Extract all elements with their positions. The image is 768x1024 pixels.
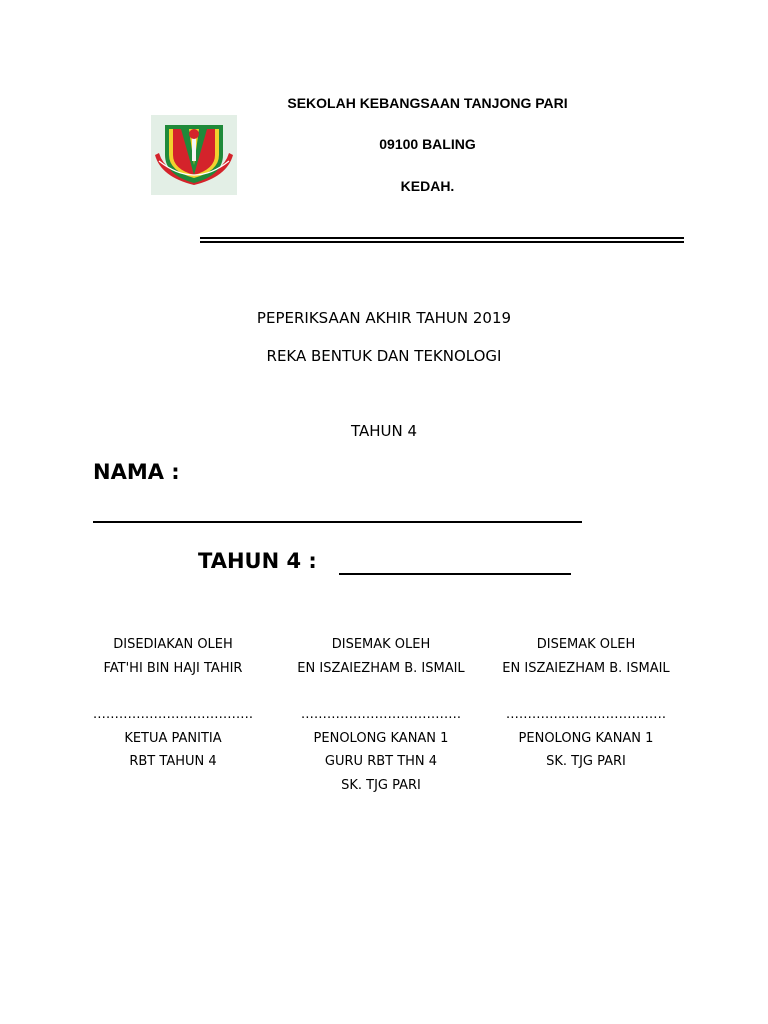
name-input-line[interactable] [93,521,582,523]
signature-position: PENOLONG KANAN 1 [313,730,449,746]
school-crest-icon [151,115,237,195]
signature-role: DISEDIAKAN OLEH [113,637,233,652]
class-label: TAHUN 4 : [198,549,317,573]
signature-dotted-line: ………………………………. [505,707,667,722]
header-divider-top [200,237,684,239]
signature-position: RBT TAHUN 4 [129,754,217,769]
signature-block-checked-1 [281,633,481,797]
school-postcode-city: 09100 BALING [379,136,476,152]
school-state: KEDAH. [400,178,455,194]
exam-title: PEPERIKSAAN AKHIR TAHUN 2019 [256,309,512,327]
signature-person: FAT'HI BIN HAJI TAHIR [103,660,243,676]
school-name: SEKOLAH KEBANGSAAN TANJONG PARI [287,95,568,111]
header-divider-bottom [200,241,684,243]
signature-person: EN ISZAIEZHAM B. ISMAIL [297,660,465,676]
signature-block-prepared [73,633,273,774]
signature-person: EN ISZAIEZHAM B. ISMAIL [502,660,670,676]
exam-subject: REKA BENTUK DAN TEKNOLOGI [266,347,502,365]
signature-dotted-line: ………………………………. [92,707,254,722]
signature-position: PENOLONG KANAN 1 [518,730,654,746]
signature-role: DISEMAK OLEH [536,637,636,652]
class-input-line[interactable] [339,573,571,575]
signature-dotted-line: ………………………………. [300,707,462,722]
signature-block-checked-2 [486,633,686,774]
signature-position: KETUA PANITIA [124,730,222,746]
signature-position: GURU RBT THN 4 [324,754,438,769]
exam-year: TAHUN 4 [350,422,418,440]
signature-role: DISEMAK OLEH [331,637,431,652]
signature-position: SK. TJG PARI [546,754,626,769]
school-crest-logo [151,115,237,195]
signature-position: SK. TJG PARI [341,777,421,793]
name-label: NAMA : [93,460,180,484]
